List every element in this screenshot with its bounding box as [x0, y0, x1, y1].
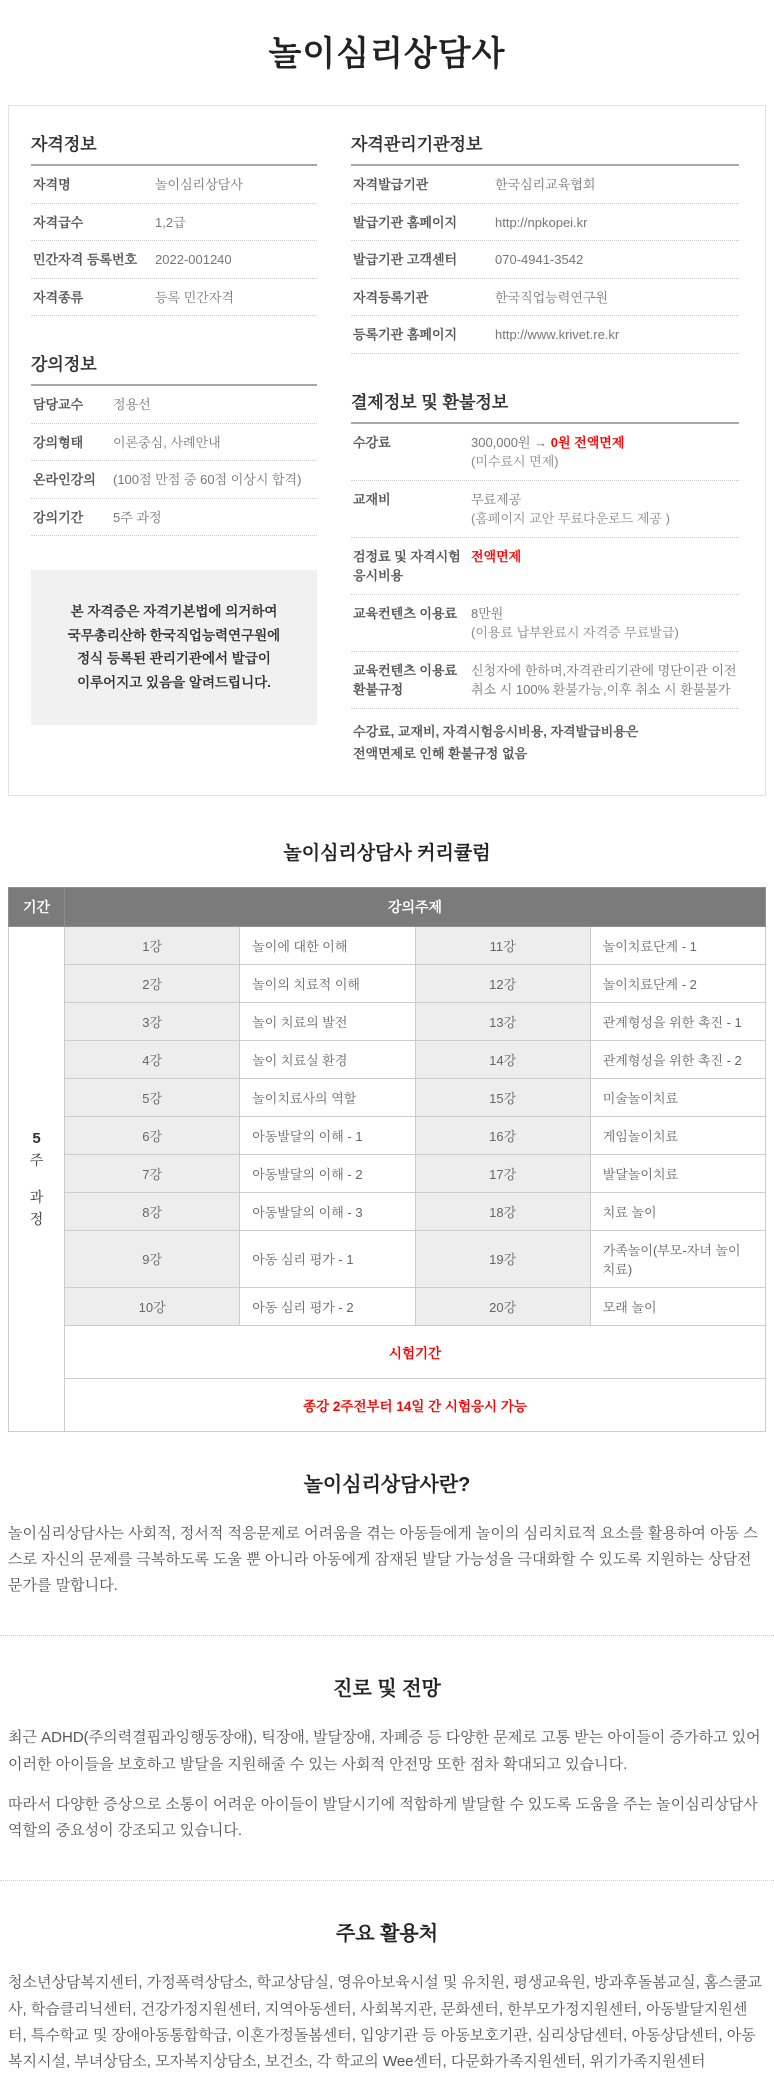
- field-label: 발급기관 홈페이지: [353, 214, 458, 230]
- tuition-value: [471, 433, 624, 472]
- period-line: 5: [32, 1129, 41, 1147]
- section-career-outlook: [6, 1672, 768, 1844]
- field-label: 강의형태: [33, 434, 84, 450]
- field-label: 등록기관 홈페이지: [353, 327, 458, 342]
- tuition-original-price: 300,000원 →: [471, 434, 551, 450]
- lesson-number: 13강: [415, 1002, 590, 1040]
- field-label: 민간자격 등록번호: [33, 252, 138, 267]
- section-qualification-info: [31, 130, 317, 316]
- lesson-number: 2강: [65, 964, 240, 1002]
- field-label: 자격급수: [33, 214, 84, 230]
- about-heading: 놀이심리상담사란?: [303, 1473, 471, 1496]
- section-payment-info: [351, 388, 739, 765]
- column-header-topic: 강의주제: [65, 887, 766, 926]
- field-value: 한국직업능력연구원: [495, 289, 609, 305]
- section-divider: [0, 1635, 774, 1636]
- section-about: [6, 1468, 768, 1600]
- lesson-topic: 놀이의 치료적 이해: [240, 964, 415, 1002]
- curriculum-header-row: [9, 887, 766, 926]
- field-label: 교육컨텐츠 이용료: [353, 605, 458, 621]
- content-fee-main: 8만원: [471, 605, 504, 621]
- field-label: 강의기간: [33, 509, 84, 525]
- table-row: [351, 241, 739, 279]
- lesson-number: 11강: [415, 926, 590, 964]
- registration-notice: [31, 570, 317, 725]
- lesson-number: 10강: [65, 1287, 240, 1325]
- lesson-number: 18강: [415, 1192, 590, 1230]
- field-label: 수강료: [353, 434, 391, 450]
- table-row: [9, 1154, 766, 1192]
- textbook-value: [471, 490, 670, 529]
- exam-note-row: [9, 1378, 766, 1431]
- table-row: [351, 538, 739, 595]
- table-row: [9, 926, 766, 964]
- section-lecture-info: [31, 350, 317, 536]
- note-line: 수강료, 교재비, 자격시험응시비용, 자격발급비용은: [353, 723, 639, 739]
- table-row: [351, 481, 739, 538]
- lesson-number: 19강: [415, 1230, 590, 1287]
- page-title: 놀이심리상담사: [268, 35, 506, 73]
- lesson-number: 17강: [415, 1154, 590, 1192]
- content-fee-value: [471, 604, 679, 643]
- notice-line: 본 자격증은 자격기본법에 의거하여: [70, 604, 278, 619]
- section-heading: 자격정보: [31, 130, 317, 166]
- lesson-number: 1강: [65, 926, 240, 964]
- section-heading: 자격관리기관정보: [351, 130, 739, 166]
- table-row: [351, 279, 739, 317]
- field-value: 정용선: [113, 397, 151, 412]
- table-row: [9, 1116, 766, 1154]
- info-box-right-column: [351, 130, 739, 765]
- about-paragraph: 놀이심리상담사는 사회적, 정서적 적응문제로 어려움을 겪는 아동들에게 놀이의 심리치료적 요소를 활용하여 아동 스스로 자신의 문제를 극복하도록 도울 뿐 아니라 아동에게 잠재된 발달 가능성을 극대화할 수 있도록 지원하는 상담전문가를 말합니다.: [8, 1524, 758, 1595]
- refund-policy-value: 신청자에 한하며,자격관리기관에 명단이관 이전 취소 시 100% 환불가능,이후 취소 시 환불불가: [471, 662, 737, 697]
- customer-center-phone: 070-4941-3542: [495, 252, 584, 267]
- lesson-topic: 가족놀이(부모-자녀 놀이치료): [590, 1230, 765, 1287]
- exam-period-label: 시험기간: [65, 1325, 766, 1378]
- tuition-sub-note: (미수료시 면제): [471, 454, 559, 469]
- lesson-topic: 아동 심리 평가 - 2: [240, 1287, 415, 1325]
- table-row: [31, 204, 317, 242]
- section-agency-info: [351, 130, 739, 354]
- registry-homepage-url: http://www.krivet.re.kr: [495, 327, 620, 342]
- section-heading: 결제정보 및 환불정보: [351, 388, 739, 424]
- lesson-number: 7강: [65, 1154, 240, 1192]
- info-box-left-column: [31, 130, 317, 765]
- lesson-topic: 게임놀이치료: [590, 1116, 765, 1154]
- curriculum-title: 놀이심리상담사 커리큘럼: [283, 842, 491, 864]
- exam-fee-value: [471, 547, 521, 567]
- career-paragraph: 최근 ADHD(주의력결핍과잉행동장애), 틱장애, 발달장애, 자폐증 등 다양한 문제로 고통 받는 아이들이 증가하고 있어 이러한 아이들을 보호하고 발달을 지원해줄 수 있는 사회적 안전망 또한 점차 확대되고 있습니다.: [8, 1729, 761, 1773]
- lesson-topic: 관계형성을 위한 촉진 - 2: [590, 1040, 765, 1078]
- period-cell: [9, 926, 65, 1431]
- lesson-number: 15강: [415, 1078, 590, 1116]
- table-row: [31, 241, 317, 279]
- table-row: [9, 1078, 766, 1116]
- field-value: 이론중심, 사례안내: [113, 434, 221, 450]
- lesson-topic: 아동발달의 이해 - 3: [240, 1192, 415, 1230]
- textbook-main: 무료제공: [471, 491, 522, 507]
- table-row: [9, 1040, 766, 1078]
- issuer-homepage-url: http://npkopei.kr: [495, 214, 588, 230]
- table-row: [31, 499, 317, 537]
- table-row: [351, 424, 739, 481]
- field-value: 한국심리교육협회: [495, 177, 596, 192]
- table-row: [31, 166, 317, 204]
- curriculum-table: [8, 887, 766, 1432]
- table-row: [31, 424, 317, 462]
- field-value: 등록 민간자격: [155, 289, 234, 305]
- period-line: 주: [29, 1151, 44, 1168]
- lesson-number: 3강: [65, 1002, 240, 1040]
- lesson-topic: 아동 심리 평가 - 1: [240, 1230, 415, 1287]
- exam-fee-waiver: 전액면제: [471, 548, 522, 564]
- field-label: 자격발급기관: [353, 177, 429, 192]
- lesson-number: 5강: [65, 1078, 240, 1116]
- field-label: 검정료 및 자격시험 응시비용: [353, 548, 461, 583]
- section-usage: [6, 1917, 768, 2075]
- lesson-number: 4강: [65, 1040, 240, 1078]
- table-row: [31, 461, 317, 499]
- lesson-topic: 모래 놀이: [590, 1287, 765, 1325]
- career-paragraph: 따라서 다양한 증상으로 소통이 어려운 아이들이 발달시기에 적합하게 발달할 수 있도록 도움을 주는 놀이심리상담사 역할의 중요성이 강조되고 있습니다.: [8, 1795, 758, 1840]
- field-value: 2022-001240: [155, 252, 232, 267]
- period-line: 정: [29, 1211, 44, 1228]
- table-row: [9, 1230, 766, 1287]
- tuition-discount: 0원 전액면제: [550, 434, 625, 450]
- lesson-topic: 놀이 치료실 환경: [240, 1040, 415, 1078]
- lesson-topic: 아동발달의 이해 - 1: [240, 1116, 415, 1154]
- section-heading: 강의정보: [31, 350, 317, 386]
- field-label: 자격종류: [33, 289, 84, 305]
- notice-line: 국무총리산하 한국직업능력연구원에: [67, 627, 281, 643]
- table-row: [9, 1002, 766, 1040]
- exam-period-row: [9, 1325, 766, 1378]
- field-label: 교육컨텐츠 이용료 환불규정: [353, 662, 458, 697]
- table-row: [9, 1287, 766, 1325]
- table-row: [9, 964, 766, 1002]
- lesson-number: 6강: [65, 1116, 240, 1154]
- column-header-period: 기간: [9, 887, 65, 926]
- career-heading: 진로 및 전망: [333, 1678, 441, 1701]
- field-label: 발급기관 고객센터: [353, 252, 458, 267]
- table-row: [351, 316, 739, 354]
- table-row: [351, 204, 739, 242]
- table-row: [31, 386, 317, 424]
- content-fee-sub-note: (이용료 납부완료시 자격증 무료발급): [471, 625, 679, 640]
- notice-line: 정식 등록된 관리기관에서 발급이: [77, 651, 271, 667]
- lesson-topic: 발달놀이치료: [590, 1154, 765, 1192]
- lesson-topic: 치료 놀이: [590, 1192, 765, 1230]
- table-row: [351, 652, 739, 709]
- field-value: 놀이심리상담사: [155, 177, 243, 192]
- period-line: 과: [29, 1189, 44, 1206]
- lesson-topic: 미술놀이치료: [590, 1078, 765, 1116]
- field-label: 교재비: [353, 491, 391, 507]
- field-value: 1,2급: [155, 214, 186, 230]
- refund-exemption-note: [351, 709, 739, 765]
- lesson-topic: 놀이치료단계 - 2: [590, 964, 765, 1002]
- table-row: [9, 1192, 766, 1230]
- section-divider: [0, 1880, 774, 1881]
- lesson-topic: 놀이치료사의 역할: [240, 1078, 415, 1116]
- table-row: [351, 166, 739, 204]
- lesson-topic: 놀이치료단계 - 1: [590, 926, 765, 964]
- exam-period-note: 종강 2주전부터 14일 간 시험응시 가능: [65, 1378, 766, 1431]
- field-label: 자격등록기관: [353, 289, 429, 305]
- note-line: 전액면제로 인해 환불규정 없음: [353, 745, 528, 761]
- lesson-number: 8강: [65, 1192, 240, 1230]
- lesson-topic: 관계형성을 위한 촉진 - 1: [590, 1002, 765, 1040]
- table-row: [31, 279, 317, 317]
- field-label: 자격명: [33, 177, 71, 192]
- field-label: 담당교수: [33, 397, 84, 412]
- field-value: (100점 만점 중 60점 이상시 합격): [113, 472, 302, 487]
- notice-line: 이루어지고 있음을 알려드립니다.: [77, 674, 271, 690]
- lesson-topic: 놀이에 대한 이해: [240, 926, 415, 964]
- lesson-number: 20강: [415, 1287, 590, 1325]
- lesson-topic: 아동발달의 이해 - 2: [240, 1154, 415, 1192]
- textbook-sub-note: (홈페이지 교안 무료다운로드 제공 ): [471, 511, 670, 526]
- usage-heading: 주요 활용처: [335, 1923, 439, 1946]
- lesson-topic: 놀이 치료의 발전: [240, 1002, 415, 1040]
- table-row: [351, 595, 739, 652]
- field-value: 5주 과정: [113, 509, 162, 525]
- field-label: 온라인강의: [33, 472, 96, 487]
- lesson-number: 12강: [415, 964, 590, 1002]
- lesson-number: 16강: [415, 1116, 590, 1154]
- lesson-number: 9강: [65, 1230, 240, 1287]
- lesson-number: 14강: [415, 1040, 590, 1078]
- certification-info-box: [8, 105, 766, 796]
- usage-paragraph: 청소년상담복지센터, 가정폭력상담소, 학교상담실, 영유아보육시설 및 유치원, 평생교육원, 방과후돌봄교실, 홈스쿨교사, 학습클리닉센터, 건강가정지원센터, 지역아동센터, 사회복지관, 문화센터, 한부모가정지원센터, 아동발달지원센터, 특수학교 및 장애아동통합학급, 이혼가정돌봄센터, 입양기관 등 아동보호기관, 심리상담센터, 아동상담센터, 아동복지시설, 부녀상담소, 모자복지상담소, 보건소, 각 학교의 Wee센터, 다문화가족지원센터, 위기가족지원센터: [8, 1974, 762, 2071]
